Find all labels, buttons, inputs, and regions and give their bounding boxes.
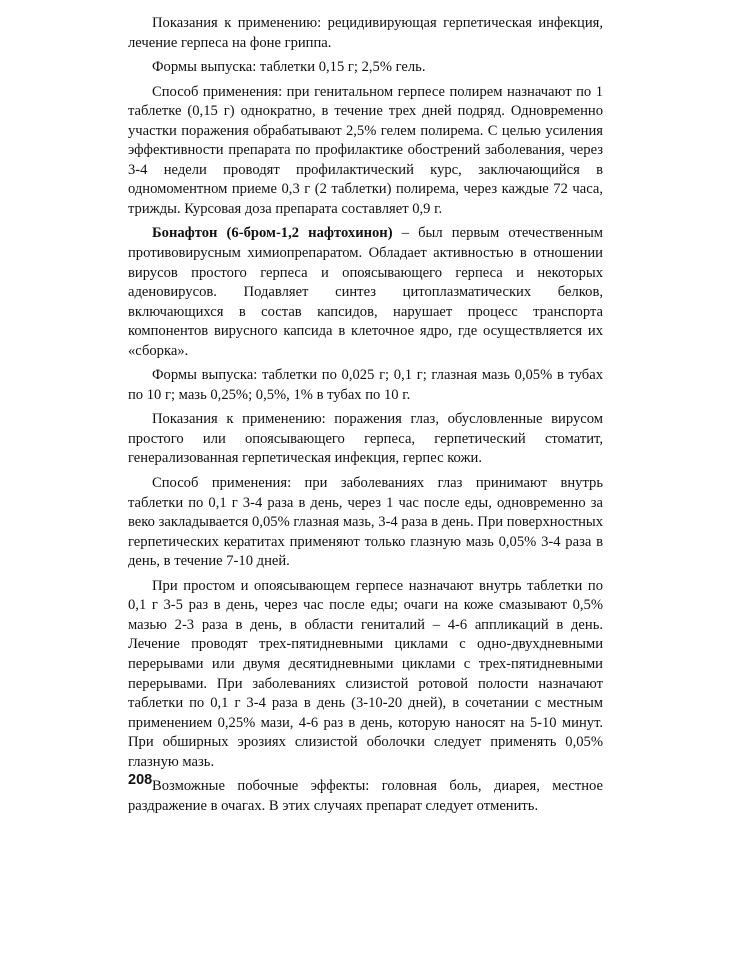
- paragraph-indications: Показания к применению: рецидивирующая герпетическая инфекция, лечение герпеса на фоне гриппа.: [128, 15, 603, 51]
- paragraph-bonafton-side-effects: Возможные побочные эффекты: головная боль, диарея, местное раздражение в очагах. В этих случаях препарат следует отменить.: [128, 778, 603, 814]
- paragraph-bonafton: [128, 224, 603, 361]
- paragraph-bonafton-administration-herpes: При простом и опоясывающем герпесе назначают внутрь таблетки по 0,1 г 3-5 раз в день, через час после еды; очаги на коже смазывают 0,5% мазью 2-3 раза в день, в области гениталий – 4-6 аппликаций в день. Лечение проводят трех-пятидневными циклами с одно-двухдневными перерывами или двумя десятидневными циклами с трех-пятидневными перерывами. При заболеваниях слизистой ротовой полости назначают таблетки по 0,1 г 3-4 раза в день (3-10-20 дней), в сочетании с местным применением 0,25% мази, 4-6 раз в день, которую наносят на 5-10 минут. При обширных эрозиях слизистой оболочки следует применять 0,05% глазную мазь.: [128, 577, 603, 770]
- drug-name-bonafton: Бонафтон (6-бром-1,2 нафтохинон): [152, 225, 393, 242]
- paragraph-bonafton-administration-eyes: Способ применения: при заболеваниях глаз принимают внутрь таблетки по 0,1 г 3-4 раза в день, через 1 час после еды, одновременно за веко закладывается 0,05% глазная мазь, 3-4 раза в день. При поверхностных герпетических кератитах применяют только глазную мазь 0,05% 3-4 раза в день, в течение 7-10 дней.: [128, 475, 603, 570]
- paragraph-administration: Способ применения: при генитальном герпесе полирем назначают по 1 таблетке (0,15 г) однократно, в течение трех дней подряд. Одновременно участки поражения обрабатывают 2,5% гелем полирема. С целью усиления эффективности препарата по профилактике обострений заболевания, через 3-4 недели проводят профилактический курс, заключающийся в одномоментном приеме 0,3 г (2 таблетки) полирема, через каждые 72 часа, трижды. Курсовая доза препарата составляет 0,9 г.: [128, 83, 603, 217]
- page-number: 208: [128, 772, 153, 788]
- paragraph-bonafton-indications: Показания к применению: поражения глаз, обусловленные вирусом простого или опоясывающего герпеса, герпетический стоматит, генерализованная герпетическая инфекция, герпес кожи.: [128, 411, 603, 467]
- paragraph-bonafton-text: – был первым отечественным противовирусным химиопрепаратом. Обладает активностью в отношении вирусов простого герпеса и опоясывающего герпеса и некоторых аденовирусов. Подавляет синтез цитоплазматических белков, включающихся в состав капсидов, нарушает процесс транспорта компонентов вирусного капсида в клеточное ядро, где осуществляется их «сборка».: [128, 225, 603, 359]
- paragraph-bonafton-release-forms: Формы выпуска: таблетки по 0,025 г; 0,1 г; глазная мазь 0,05% в тубах по 10 г; мазь 0,25%; 0,5%, 1% в тубах по 10 г.: [128, 367, 603, 403]
- page-body: [128, 14, 603, 821]
- paragraph-release-forms: Формы выпуска: таблетки 0,15 г; 2,5% гель.: [152, 59, 426, 76]
